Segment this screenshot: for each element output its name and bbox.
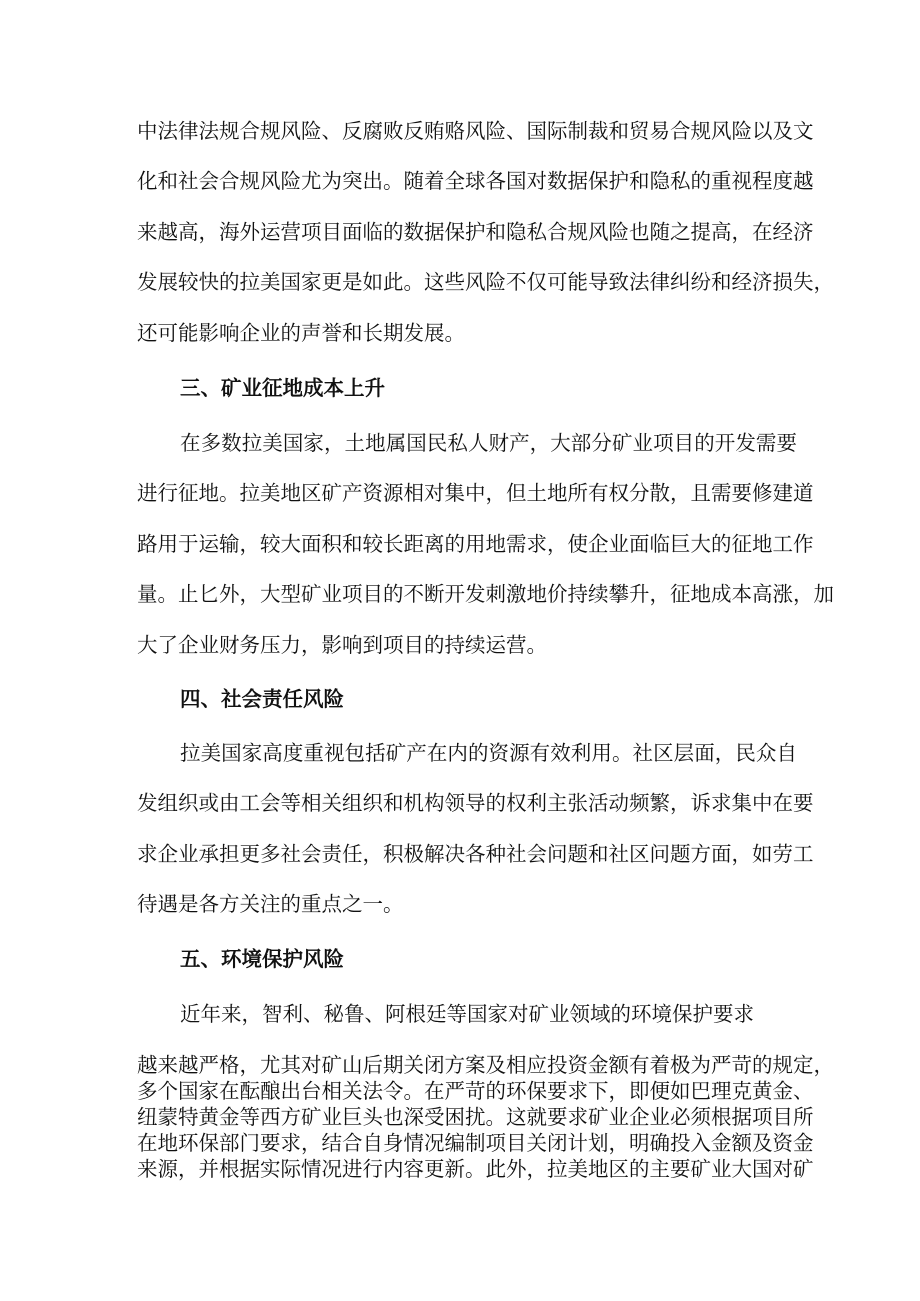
paragraph-line: 路用于运输，较大面积和较长距离的用地需求，使企业面临巨大的征地工作	[137, 532, 814, 556]
paragraph-line: 还可能影响企业的声誉和长期发展。	[137, 321, 465, 345]
paragraph-line: 来源，并根据实际情况进行内容更新。此外，拉美地区的主要矿业大国对矿	[137, 1157, 814, 1181]
paragraph-line: 来越高，海外运营项目面临的数据保护和隐私合规风险也随之提高，在经济	[137, 220, 814, 244]
section-heading: 四、社会责任风险	[180, 687, 344, 711]
paragraph-line: 大了企业财务压力，影响到项目的持续运营。	[137, 633, 547, 657]
paragraph-line: 发组织或由工会等相关组织和机构领导的权利主张活动频繁，诉求集中在要	[137, 791, 814, 815]
paragraph-line: 纽蒙特黄金等西方矿业巨头也深受困扰。这就要求矿业企业必须根据项目所	[137, 1105, 814, 1129]
paragraph-line: 进行征地。拉美地区矿产资源相对集中，但土地所有权分散，且需要修建道	[137, 481, 814, 505]
paragraph-line: 越来越严格，尤其对矿山后期关闭方案及相应投资金额有着极为严苛的规定，	[137, 1053, 834, 1077]
paragraph-line: 在地环保部门要求，结合自身情况编制项目关闭计划，明确投入金额及资金	[137, 1131, 814, 1155]
paragraph-line: 在多数拉美国家，土地属国民私人财产，大部分矿业项目的开发需要	[180, 431, 797, 455]
paragraph-line: 求企业承担更多社会责任，积极解决各种社会问题和社区问题方面，如劳工	[137, 842, 814, 866]
paragraph-line: 化和社会合规风险尤为突出。随着全球各国对数据保护和隐私的重视程度越	[137, 169, 814, 193]
paragraph-line: 多个国家在酝酿出台相关法令。在严苛的环保要求下，即便如巴理克黄金、	[137, 1079, 814, 1103]
section-heading: 五、环境保护风险	[180, 947, 344, 971]
paragraph-line: 发展较快的拉美国家更是如此。这些风险不仅可能导致法律纠纷和经济损失，	[137, 270, 834, 294]
paragraph-line: 待遇是各方关注的重点之一。	[137, 892, 404, 916]
paragraph-line: 拉美国家高度重视包括矿产在内的资源有效利用。社区层面，民众自	[180, 741, 797, 765]
paragraph-line: 近年来，智利、秘鲁、阿根廷等国家对矿业领域的环境保护要求	[180, 1002, 754, 1026]
section-heading: 三、矿业征地成本上升	[180, 376, 385, 400]
paragraph-line: 中法律法规合规风险、反腐败反贿赂风险、国际制裁和贸易合规风险以及文	[137, 119, 814, 143]
paragraph-line: 量。止匕外，大型矿业项目的不断开发刺激地价持续攀升，征地成本高涨，加	[137, 582, 834, 606]
